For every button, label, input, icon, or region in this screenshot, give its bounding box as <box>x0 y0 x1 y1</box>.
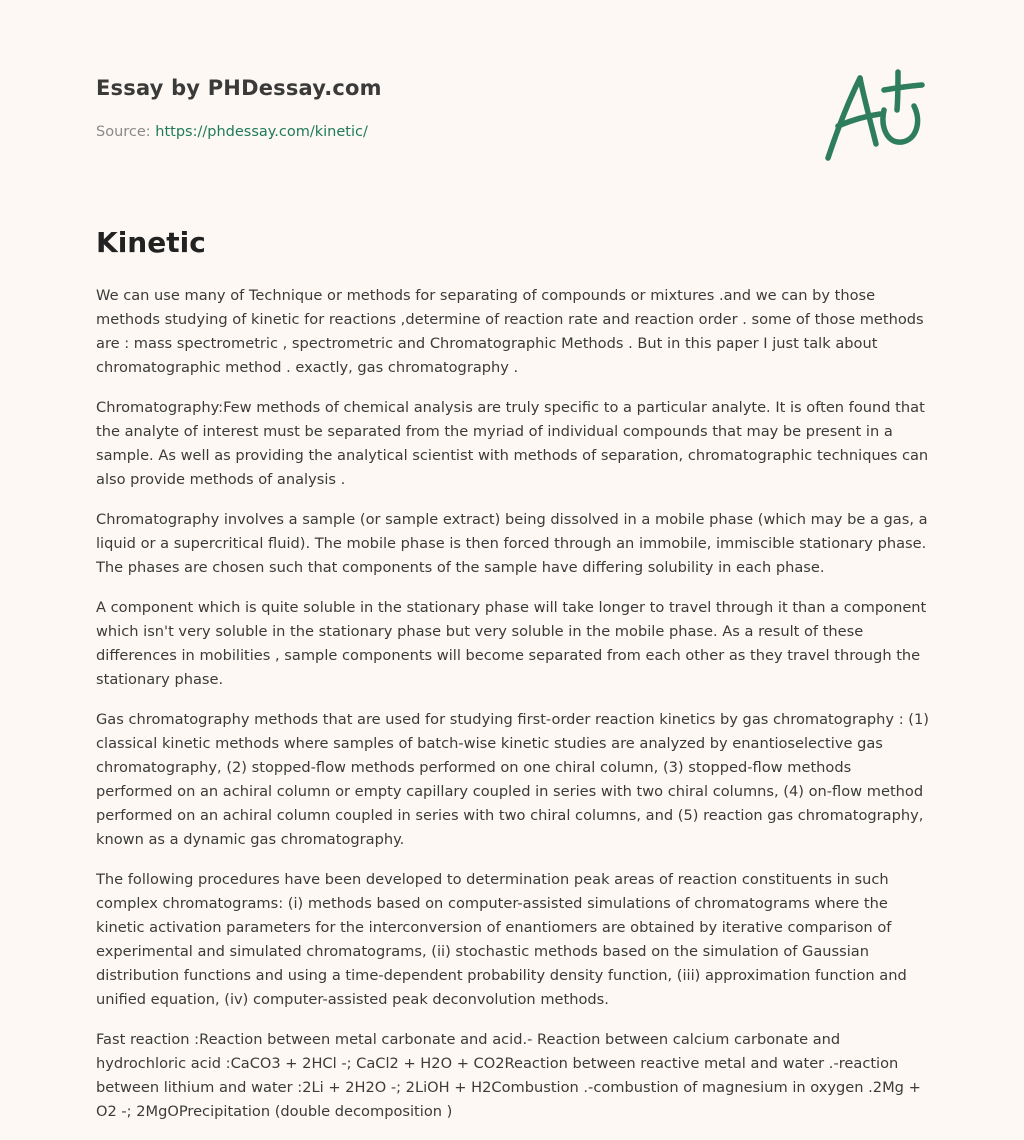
source-label: Source: <box>96 124 151 140</box>
article-title: Kinetic <box>96 226 206 259</box>
article-paragraph: Gas chromatography methods that are used for studying first-order reaction kinetics by gas chromatography : (1) classical kinetic methods where samples of batch-wise kinetic studies are analyzed by enantioselective gas chromatography, (2) stopped-flow methods performed on one chiral column, (3) stopped-flow methods performed on an achiral column or empty capillary coupled in series with two chiral columns, (4) on-flow method performed on an achiral column coupled in series with two chiral columns, and (5) reaction gas chromatography, known as a dynamic gas chromatography. <box>96 711 929 848</box>
source-link[interactable]: https://phdessay.com/kinetic/ <box>155 124 368 140</box>
article-paragraph: A component which is quite soluble in the stationary phase will take longer to travel through it than a component which isn't very soluble in the stationary phase but very soluble in the mobile phase. As a result of these differences in mobilities , sample components will become separated from each other as they travel through the stationary phase. <box>96 599 927 688</box>
article-paragraph: Chromatography involves a sample (or sample extract) being dissolved in a mobile phase (which may be a gas, a liquid or a supercritical fluid). The mobile phase is then forced through an immobile, immiscible stationary phase. The phases are chosen such that components of the sample have differing solubility in each phase. <box>96 511 928 576</box>
a-plus-grade-icon <box>818 64 930 168</box>
site-brand: Essay by PHDessay.com <box>96 76 382 100</box>
article-paragraph: We can use many of Technique or methods for separating of compounds or mixtures .and we can by those methods studying of kinetic for reactions ,determine of reaction rate and reaction order . some of those methods are : mass spectrometric , spectrometric and Chromatographic Methods . But in this paper I just talk about chromatographic method . exactly, gas chromatography . <box>96 287 924 376</box>
article-paragraph: Chromatography:Few methods of chemical analysis are truly specific to a particular analyte. It is often found that the analyte of interest must be separated from the myriad of individual compounds that may be present in a sample. As well as providing the analytical scientist with methods of separation, chromatographic techniques can also provide methods of analysis . <box>96 399 929 488</box>
article-paragraph: Fast reaction :Reaction between metal carbonate and acid.- Reaction between calcium carbonate and hydrochloric acid :CaCO3 + 2HCl -; CaCl2 + H2O + CO2Reaction between reactive metal and water .-reaction between lithium and water :2Li + 2H2O -; 2LiOH + H2Combustion .-combustion of magnesium in oxygen .2Mg + O2 -; 2MgOPrecipitation (double decomposition ) <box>96 1031 921 1120</box>
article-body <box>96 284 932 1140</box>
source-line <box>96 124 368 140</box>
article-paragraph: The following procedures have been developed to determination peak areas of reaction constituents in such complex chromatograms: (i) methods based on computer-assisted simulations of chromatograms where the kinetic activation parameters for the interconversion of enantiomers are obtained by iterative comparison of experimental and simulated chromatograms, (ii) stochastic methods based on the simulation of Gaussian distribution functions and using a time-dependent probability density function, (iii) approximation function and unified equation, (iv) computer-assisted peak deconvolution methods. <box>96 871 907 1008</box>
